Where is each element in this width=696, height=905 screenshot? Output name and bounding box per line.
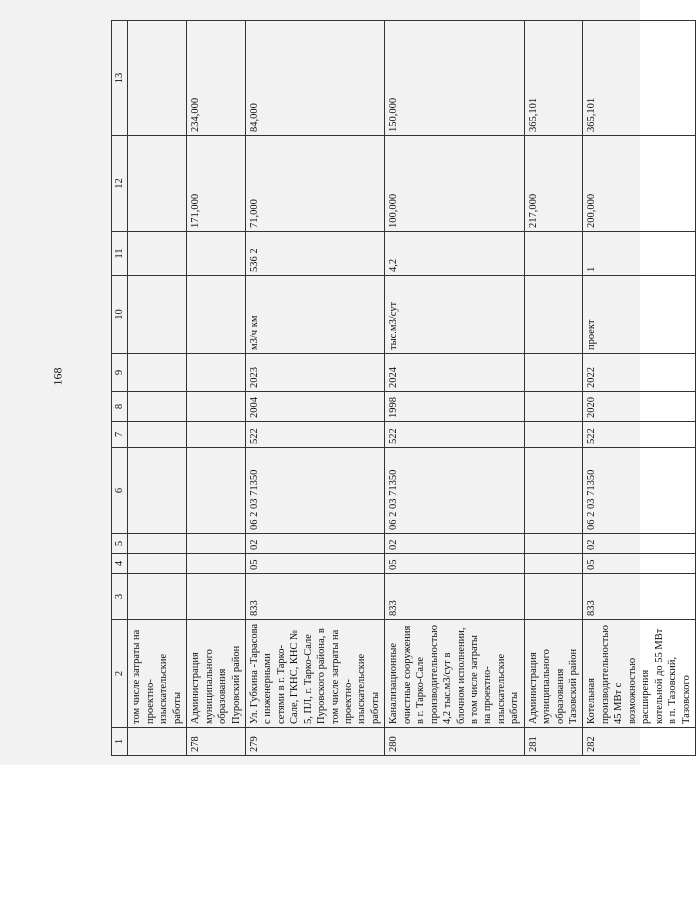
table-row [128, 21, 187, 756]
column-header: 9 [112, 354, 128, 392]
column-header: 10 [112, 276, 128, 354]
cell-col12 [128, 136, 187, 232]
cell-col4: 05 [583, 554, 696, 574]
column-header: 7 [112, 422, 128, 448]
cell-name: Администрация муниципального образования Тазовский район [524, 620, 583, 728]
cell-col6 [524, 448, 583, 534]
cell-col4: 05 [245, 554, 384, 574]
cell-col4 [128, 554, 187, 574]
cell-col7 [187, 422, 246, 448]
cell-col10 [524, 276, 583, 354]
column-header: 11 [112, 232, 128, 276]
cell-no: 280 [385, 728, 524, 756]
cell-col10 [187, 276, 246, 354]
table-row [245, 21, 384, 756]
column-number-row [112, 21, 128, 756]
cell-col8: 2004 [245, 392, 384, 422]
cell-col4 [524, 554, 583, 574]
cell-no: 281 [524, 728, 583, 756]
cell-col3 [187, 574, 246, 620]
cell-col7: 522 [583, 422, 696, 448]
cell-col11 [187, 232, 246, 276]
cell-col3 [128, 574, 187, 620]
blank-area [0, 765, 640, 905]
cell-col7 [128, 422, 187, 448]
cell-col12: 100,000 [385, 136, 524, 232]
cell-col11: 4,2 [385, 232, 524, 276]
cell-col5 [187, 534, 246, 554]
cell-no: 278 [187, 728, 246, 756]
cell-col7: 522 [385, 422, 524, 448]
cell-no [128, 728, 187, 756]
column-header: 1 [112, 728, 128, 756]
cell-col9 [128, 354, 187, 392]
cell-col13: 234,000 [187, 21, 246, 136]
cell-name: том числе затраты на проектно-изыскательские работы [128, 620, 187, 728]
cell-col5: 02 [385, 534, 524, 554]
cell-col4: 05 [385, 554, 524, 574]
column-header: 3 [112, 574, 128, 620]
table-row [524, 21, 583, 756]
cell-col6: 06 2 03 71350 [385, 448, 524, 534]
cell-name: Администрация муниципального образования Пуровский район [187, 620, 246, 728]
budget-table [111, 20, 696, 756]
cell-col12: 171,000 [187, 136, 246, 232]
column-header: 12 [112, 136, 128, 232]
cell-col3: 833 [245, 574, 384, 620]
cell-col8 [524, 392, 583, 422]
cell-col6: 06 2 03 71350 [583, 448, 696, 534]
cell-col5 [524, 534, 583, 554]
cell-col10: тыс.м3/сут [385, 276, 524, 354]
cell-col5: 02 [245, 534, 384, 554]
cell-col13: 150,000 [385, 21, 524, 136]
cell-col11 [524, 232, 583, 276]
table-row [385, 21, 524, 756]
cell-col6 [187, 448, 246, 534]
cell-col6: 06 2 03 71350 [245, 448, 384, 534]
cell-col8 [128, 392, 187, 422]
cell-col6 [128, 448, 187, 534]
cell-col7 [524, 422, 583, 448]
rotated-table-wrapper [111, 21, 692, 756]
cell-col10 [128, 276, 187, 354]
cell-no: 282 [583, 728, 696, 756]
cell-col5: 02 [583, 534, 696, 554]
cell-col9 [187, 354, 246, 392]
cell-col3: 833 [385, 574, 524, 620]
cell-col11: 536 2 [245, 232, 384, 276]
cell-col8: 1998 [385, 392, 524, 422]
cell-col13: 84,000 [245, 21, 384, 136]
cell-col4 [187, 554, 246, 574]
cell-col7: 522 [245, 422, 384, 448]
cell-col10: м3/ч км [245, 276, 384, 354]
cell-col5 [128, 534, 187, 554]
cell-col11: 1 [583, 232, 696, 276]
cell-col9: 2023 [245, 354, 384, 392]
column-header: 4 [112, 554, 128, 574]
cell-col13: 365,101 [524, 21, 583, 136]
cell-col3 [524, 574, 583, 620]
cell-no: 279 [245, 728, 384, 756]
cell-col9: 2024 [385, 354, 524, 392]
cell-name: Ул. Губкина -Тарасова с инженерными сетями в г. Тарко-Сале, ГКНС, КНС № 5, ПЛ, г. Тарко-Сале Пуровского района, в том числе затраты на проектно-изыскательские работы [245, 620, 384, 728]
cell-col13 [128, 21, 187, 136]
cell-col10: проект [583, 276, 696, 354]
cell-col9 [524, 354, 583, 392]
column-header: 5 [112, 534, 128, 554]
cell-col8: 2020 [583, 392, 696, 422]
cell-col12: 200,000 [583, 136, 696, 232]
cell-name: Котельная производительностью 45 МВт с возможностью расширения котельной до 55 МВт в п. Тазовский, Тазовского [583, 620, 696, 728]
table-row [583, 21, 696, 756]
cell-col12: 217,000 [524, 136, 583, 232]
cell-name: Канализационные очистные сооружения в г. Тарко-Сале производительностью 4,2 тыс.м3/сут в блочном исполнении, в том числе затраты на проектно-изыскательские работы [385, 620, 524, 728]
cell-col11 [128, 232, 187, 276]
column-header: 2 [112, 620, 128, 728]
page-number: 168 [50, 367, 65, 385]
column-header: 8 [112, 392, 128, 422]
cell-col12: 71,000 [245, 136, 384, 232]
table-row [187, 21, 246, 756]
column-header: 13 [112, 21, 128, 136]
cell-col3: 833 [583, 574, 696, 620]
cell-col13: 365,101 [583, 21, 696, 136]
cell-col8 [187, 392, 246, 422]
cell-col9: 2022 [583, 354, 696, 392]
column-header: 6 [112, 448, 128, 534]
